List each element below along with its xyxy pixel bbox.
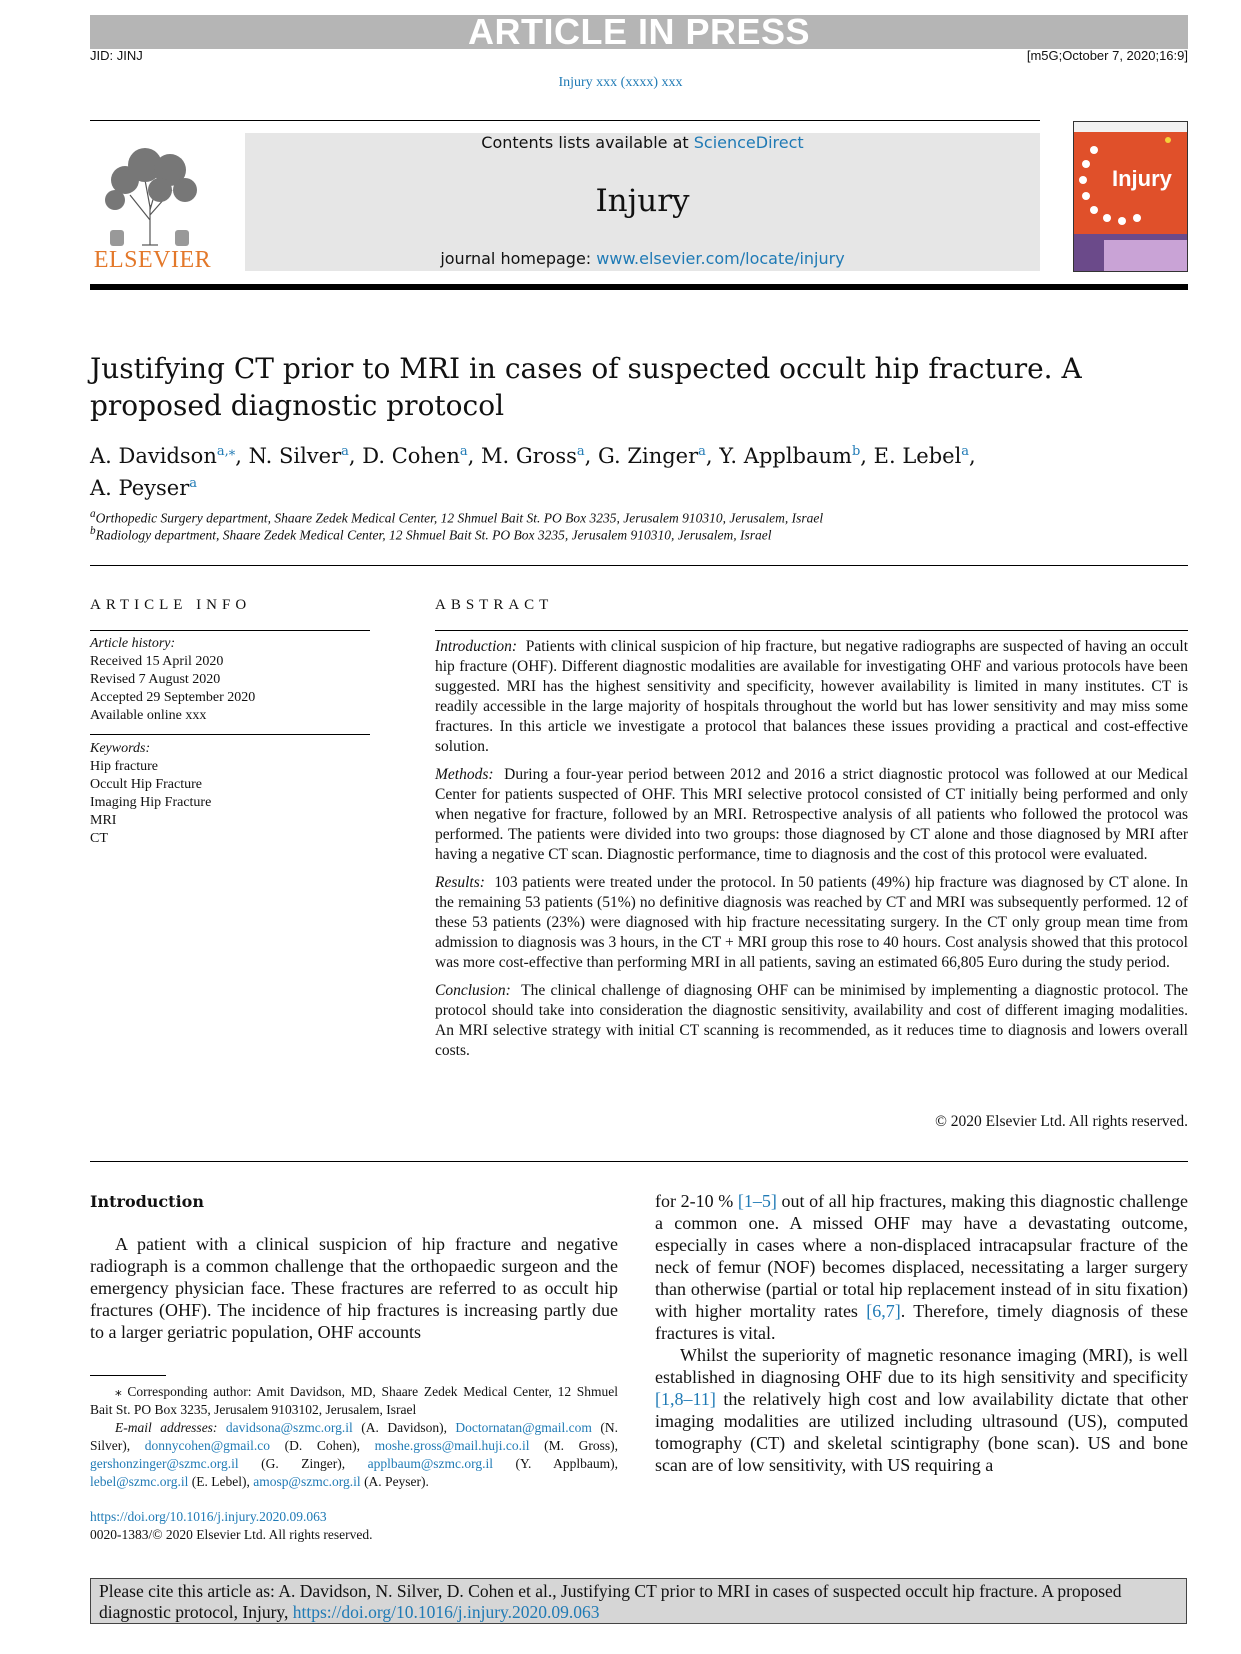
introduction-heading: Introduction xyxy=(90,1192,204,1211)
abstract-conclusion xyxy=(435,981,1188,1061)
abstract-heading: ABSTRACT xyxy=(435,597,554,613)
author-affiliation-marker[interactable]: a xyxy=(698,444,706,459)
author-separator: , xyxy=(467,444,482,468)
keyword-item: Hip fracture xyxy=(90,759,159,774)
author-separator: , xyxy=(348,444,363,468)
abstract-section-label: Conclusion: xyxy=(435,982,511,999)
email-link[interactable]: lebel@szmc.org.il xyxy=(90,1474,189,1489)
email-link[interactable]: applbaum@szmc.org.il xyxy=(367,1456,494,1471)
author-affiliation-marker[interactable]: a,⁎ xyxy=(216,444,236,459)
body-text: for 2-10 % xyxy=(655,1191,738,1211)
author-name: M. Gross xyxy=(481,444,577,468)
abstract-copyright: © 2020 Elsevier Ltd. All rights reserved. xyxy=(935,1113,1188,1130)
cover-title: Injury xyxy=(1112,166,1172,191)
citation-doi-link[interactable]: https://doi.org/10.1016/j.injury.2020.09.063 xyxy=(292,1602,600,1622)
author-separator: , xyxy=(969,444,976,468)
abstract-section-label: Introduction: xyxy=(435,638,518,655)
body-column-right xyxy=(655,1190,1188,1476)
affiliation-key: b xyxy=(90,525,96,537)
journal-masthead xyxy=(245,133,1040,271)
masthead-rule xyxy=(90,284,1188,290)
citation-text: Please cite this article as: A. Davidson, N. Silver, D. Cohen et al., Justifying CT prior to MRI in cases of suspected occult hip fracture. A proposed diagnostic protocol, Injury, xyxy=(99,1581,1122,1622)
history-label: Article history: xyxy=(90,636,176,651)
header-rule xyxy=(90,120,1040,121)
footnote-rule xyxy=(90,1375,166,1376)
article-info-rule xyxy=(90,630,370,631)
author-name: E. Lebel xyxy=(873,444,962,468)
journal-cover-image xyxy=(1073,121,1188,272)
author-affiliation-marker[interactable]: a xyxy=(961,444,970,459)
author-separator: , xyxy=(584,444,599,468)
abstract-section-text: During a four-year period between 2012 and 2016 a strict diagnostic protocol was followed at our Medical Center for patients suspected of OHF. This MRI selective protocol consisted of CT initially being performed and only when negative for fracture, followed by an MRI. Retrospective analysis of all patients who followed the protocol was performed. The patients were divided into two groups: those diagnosed by CT alone and those diagnosed by MRI after having a negative CT scan. Diagnostic performance, time to diagnosis and the cost of this protocol were evaluated. xyxy=(435,766,1188,863)
journal-id: JID: JINJ xyxy=(90,48,143,63)
email-owner: (M. Gross), xyxy=(529,1438,618,1453)
corresponding-author-footnote xyxy=(90,1383,618,1491)
email-owner: (A. Peyser). xyxy=(360,1474,429,1489)
author-affiliation-marker[interactable]: a xyxy=(576,444,585,459)
author-separator: , xyxy=(235,444,249,468)
author-separator: , xyxy=(705,444,720,468)
abstract-body xyxy=(435,637,1188,1069)
body-text: Whilst the superiority of magnetic resonance imaging (MRI), is well established in diagnosing OHF due to its high sensitivity and specificity xyxy=(655,1345,1188,1387)
history-online: Available online xxx xyxy=(90,708,207,723)
contents-line xyxy=(245,133,1040,152)
keyword-item: Imaging Hip Fracture xyxy=(90,795,212,810)
abstract-section-text: 103 patients were treated under the protocol. In 50 patients (49%) hip fracture was diagnosed by CT alone. In the remaining 53 patients (51%) no definitive diagnosis was reached by CT and MRI was subsequently performed. 12 of these 53 patients (23%) were diagnosed with hip fracture necessitating surgery. In the CT only group mean time from admission to diagnosis was 3 hours, in the CT + MRI group this rose to 40 hours. Cost analysis showed that this protocol was more cost-effective than performing MRI in all patients, saving an estimated 66,805 Euro during the study period. xyxy=(435,874,1188,971)
author-name: A. Davidson xyxy=(90,444,217,468)
email-owner: (N. Silver), xyxy=(90,1420,618,1453)
citation-link[interactable]: [1,8–11] xyxy=(655,1389,716,1409)
author-name: A. Peyser xyxy=(90,476,190,500)
email-link[interactable]: amosp@szmc.org.il xyxy=(253,1474,361,1489)
elsevier-wordmark: ELSEVIER xyxy=(93,247,212,273)
article-in-press-banner xyxy=(90,11,1188,52)
cover-art xyxy=(1074,122,1187,271)
abstract-rule xyxy=(435,630,1188,631)
affiliation-text: Orthopedic Surgery department, Shaare Zedek Medical Center, 12 Shmuel Bait St. PO Box 3235, Jerusalem 910310, Jerusalem, Israel xyxy=(95,510,824,526)
email-label: E-mail addresses: xyxy=(115,1420,218,1435)
body-paragraph xyxy=(655,1344,1188,1476)
introduction-paragraph: A patient with a clinical suspicion of hip fracture and negative radiograph is a common challenge that the orthopaedic surgeon and the emergency physician face. These fractures are referred to as occult hip fractures (OHF). The incidence of hip fractures is increasing partly due to a larger geriatric population, OHF accounts xyxy=(90,1234,618,1342)
abstract-end-rule xyxy=(90,1161,1188,1162)
email-link[interactable]: donnycohen@gmail.co xyxy=(144,1438,271,1453)
author-affiliation-marker[interactable]: a xyxy=(189,476,198,491)
history-accepted: Accepted 29 September 2020 xyxy=(90,690,256,705)
author-name: N. Silver xyxy=(248,444,342,468)
author-affiliation-marker[interactable]: a xyxy=(459,444,468,459)
email-owner: (E. Lebel), xyxy=(188,1474,254,1489)
author-name: G. Zinger xyxy=(598,444,699,468)
author-separator: , xyxy=(860,444,874,468)
abstract-methods xyxy=(435,765,1188,865)
affiliation-text: Radiology department, Shaare Zedek Medical Center, 12 Shmuel Bait St. PO Box 3235, Jerusalem 910310, Jerusalem, Israel xyxy=(95,527,772,543)
keywords-label: Keywords: xyxy=(90,741,151,756)
body-text: the relatively high cost and low availability dictate that other imaging modalities are utilized including ultrasound (US), computed tomography (CT) and skeletal scintigraphy (bone scan). US and bone scan are of low sensitivity, with US requiring a xyxy=(655,1389,1188,1475)
author-name: Y. Applbaum xyxy=(719,444,852,468)
email-owner: (G. Zinger), xyxy=(238,1456,368,1471)
affiliation-b xyxy=(90,525,1180,544)
homepage-line xyxy=(245,249,1040,268)
author-affiliation-marker[interactable]: a xyxy=(341,444,349,459)
citation-link[interactable]: [6,7] xyxy=(866,1301,901,1321)
history-received: Received 15 April 2020 xyxy=(90,654,224,669)
journal-homepage-link[interactable]: www.elsevier.com/locate/injury xyxy=(596,249,845,268)
keywords-list xyxy=(90,740,370,848)
front-matter-rule xyxy=(90,565,1188,566)
article-history xyxy=(90,635,370,725)
abstract-section-text: The clinical challenge of diagnosing OHF can be minimised by implementing a diagnostic protocol. The protocol should take into consideration the diagnostic sensitivity, availability and cost of different imaging modalities. An MRI selective strategy with initial CT scanning is recommended, as it reduces time to diagnosis and lowers overall costs. xyxy=(435,982,1189,1059)
email-owner: (A. Davidson), xyxy=(352,1420,456,1435)
abstract-section-label: Methods: xyxy=(435,766,494,783)
body-text: out of all hip fractures, making this diagnostic challenge a common one. A missed OHF may have a devastating outcome, especially in cases where a non-displaced intracapsular fracture of the neck of femur (NOF) becomes displaced, necessitating a larger surgery than otherwise (partial or total hip replacement instead of in situ fixation) with higher mortality rates xyxy=(655,1191,1188,1321)
email-link[interactable]: davidsona@szmc.org.il xyxy=(225,1420,353,1435)
author-affiliation-marker[interactable]: b xyxy=(851,444,861,459)
email-link[interactable]: gershonzinger@szmc.org.il xyxy=(90,1456,239,1471)
abstract-introduction xyxy=(435,637,1188,757)
keyword-item: Occult Hip Fracture xyxy=(90,777,202,792)
affiliation-a xyxy=(90,508,1180,527)
homepage-prefix: journal homepage: xyxy=(440,249,597,268)
keyword-item: MRI xyxy=(90,813,117,828)
issn-line: 0020-1383/© 2020 Elsevier Ltd. All rights reserved. xyxy=(90,1527,373,1542)
author-name: D. Cohen xyxy=(362,444,460,468)
article-title: Justifying CT prior to MRI in cases of suspected occult hip fracture. A proposed diagnostic protocol xyxy=(90,352,1082,422)
corresponding-author: ⁎ Corresponding author: Amit Davidson, MD, Shaare Zedek Medical Center, 12 Shmuel Bait St. PO Box 3235, Jerusalem 9103102, Jerusalem, Israel xyxy=(90,1384,618,1417)
doi-link[interactable]: https://doi.org/10.1016/j.injury.2020.09.063 xyxy=(90,1509,327,1524)
email-owner: (D. Cohen), xyxy=(270,1438,375,1453)
affiliation-key: a xyxy=(90,508,96,520)
body-paragraph xyxy=(655,1190,1188,1344)
journal-reference-link[interactable]: Injury xxx (xxxx) xxx xyxy=(558,75,683,90)
abstract-section-label: Results: xyxy=(435,874,485,891)
journal-name: Injury xyxy=(595,183,690,219)
author-list xyxy=(90,438,1090,502)
abstract-results xyxy=(435,873,1188,973)
body-text: . Therefore, timely diagnosis of these fractures is vital. xyxy=(655,1301,1188,1343)
email-owner: (Y. Applbaum), xyxy=(493,1456,619,1471)
build-stamp: [m5G;October 7, 2020;16:9] xyxy=(1026,48,1188,63)
contents-prefix: Contents lists available at xyxy=(481,133,694,152)
article-info-heading: ARTICLE INFO xyxy=(90,597,252,613)
email-addresses xyxy=(90,1419,618,1491)
sciencedirect-link[interactable]: ScienceDirect xyxy=(693,133,804,152)
email-link[interactable]: moshe.gross@mail.huji.co.il xyxy=(374,1438,530,1453)
email-link[interactable]: Doctornatan@gmail.com xyxy=(455,1420,592,1435)
history-revised: Revised 7 August 2020 xyxy=(90,672,221,687)
abstract-section-text: Patients with clinical suspicion of hip fracture, but negative radiographs are suspected of having an occult hip fracture (OHF). Different diagnostic modalities are available for investigating OHF and various protocols have been suggested. MRI has the highest sensitivity and specificity, however availability is limited in many institutes. CT is readily accessible in the large majority of hospitals throughout the world but has lower sensitivity and may miss some fractures. In this article we investigate a protocol that balances these issues providing a practical and cost-effective solution. xyxy=(435,638,1189,755)
keyword-item: CT xyxy=(90,831,108,846)
keywords-rule xyxy=(90,734,370,735)
citation-link[interactable]: [1–5] xyxy=(737,1191,777,1211)
banner-text: ARTICLE IN PRESS xyxy=(467,11,811,52)
citation-box xyxy=(90,1578,1187,1624)
